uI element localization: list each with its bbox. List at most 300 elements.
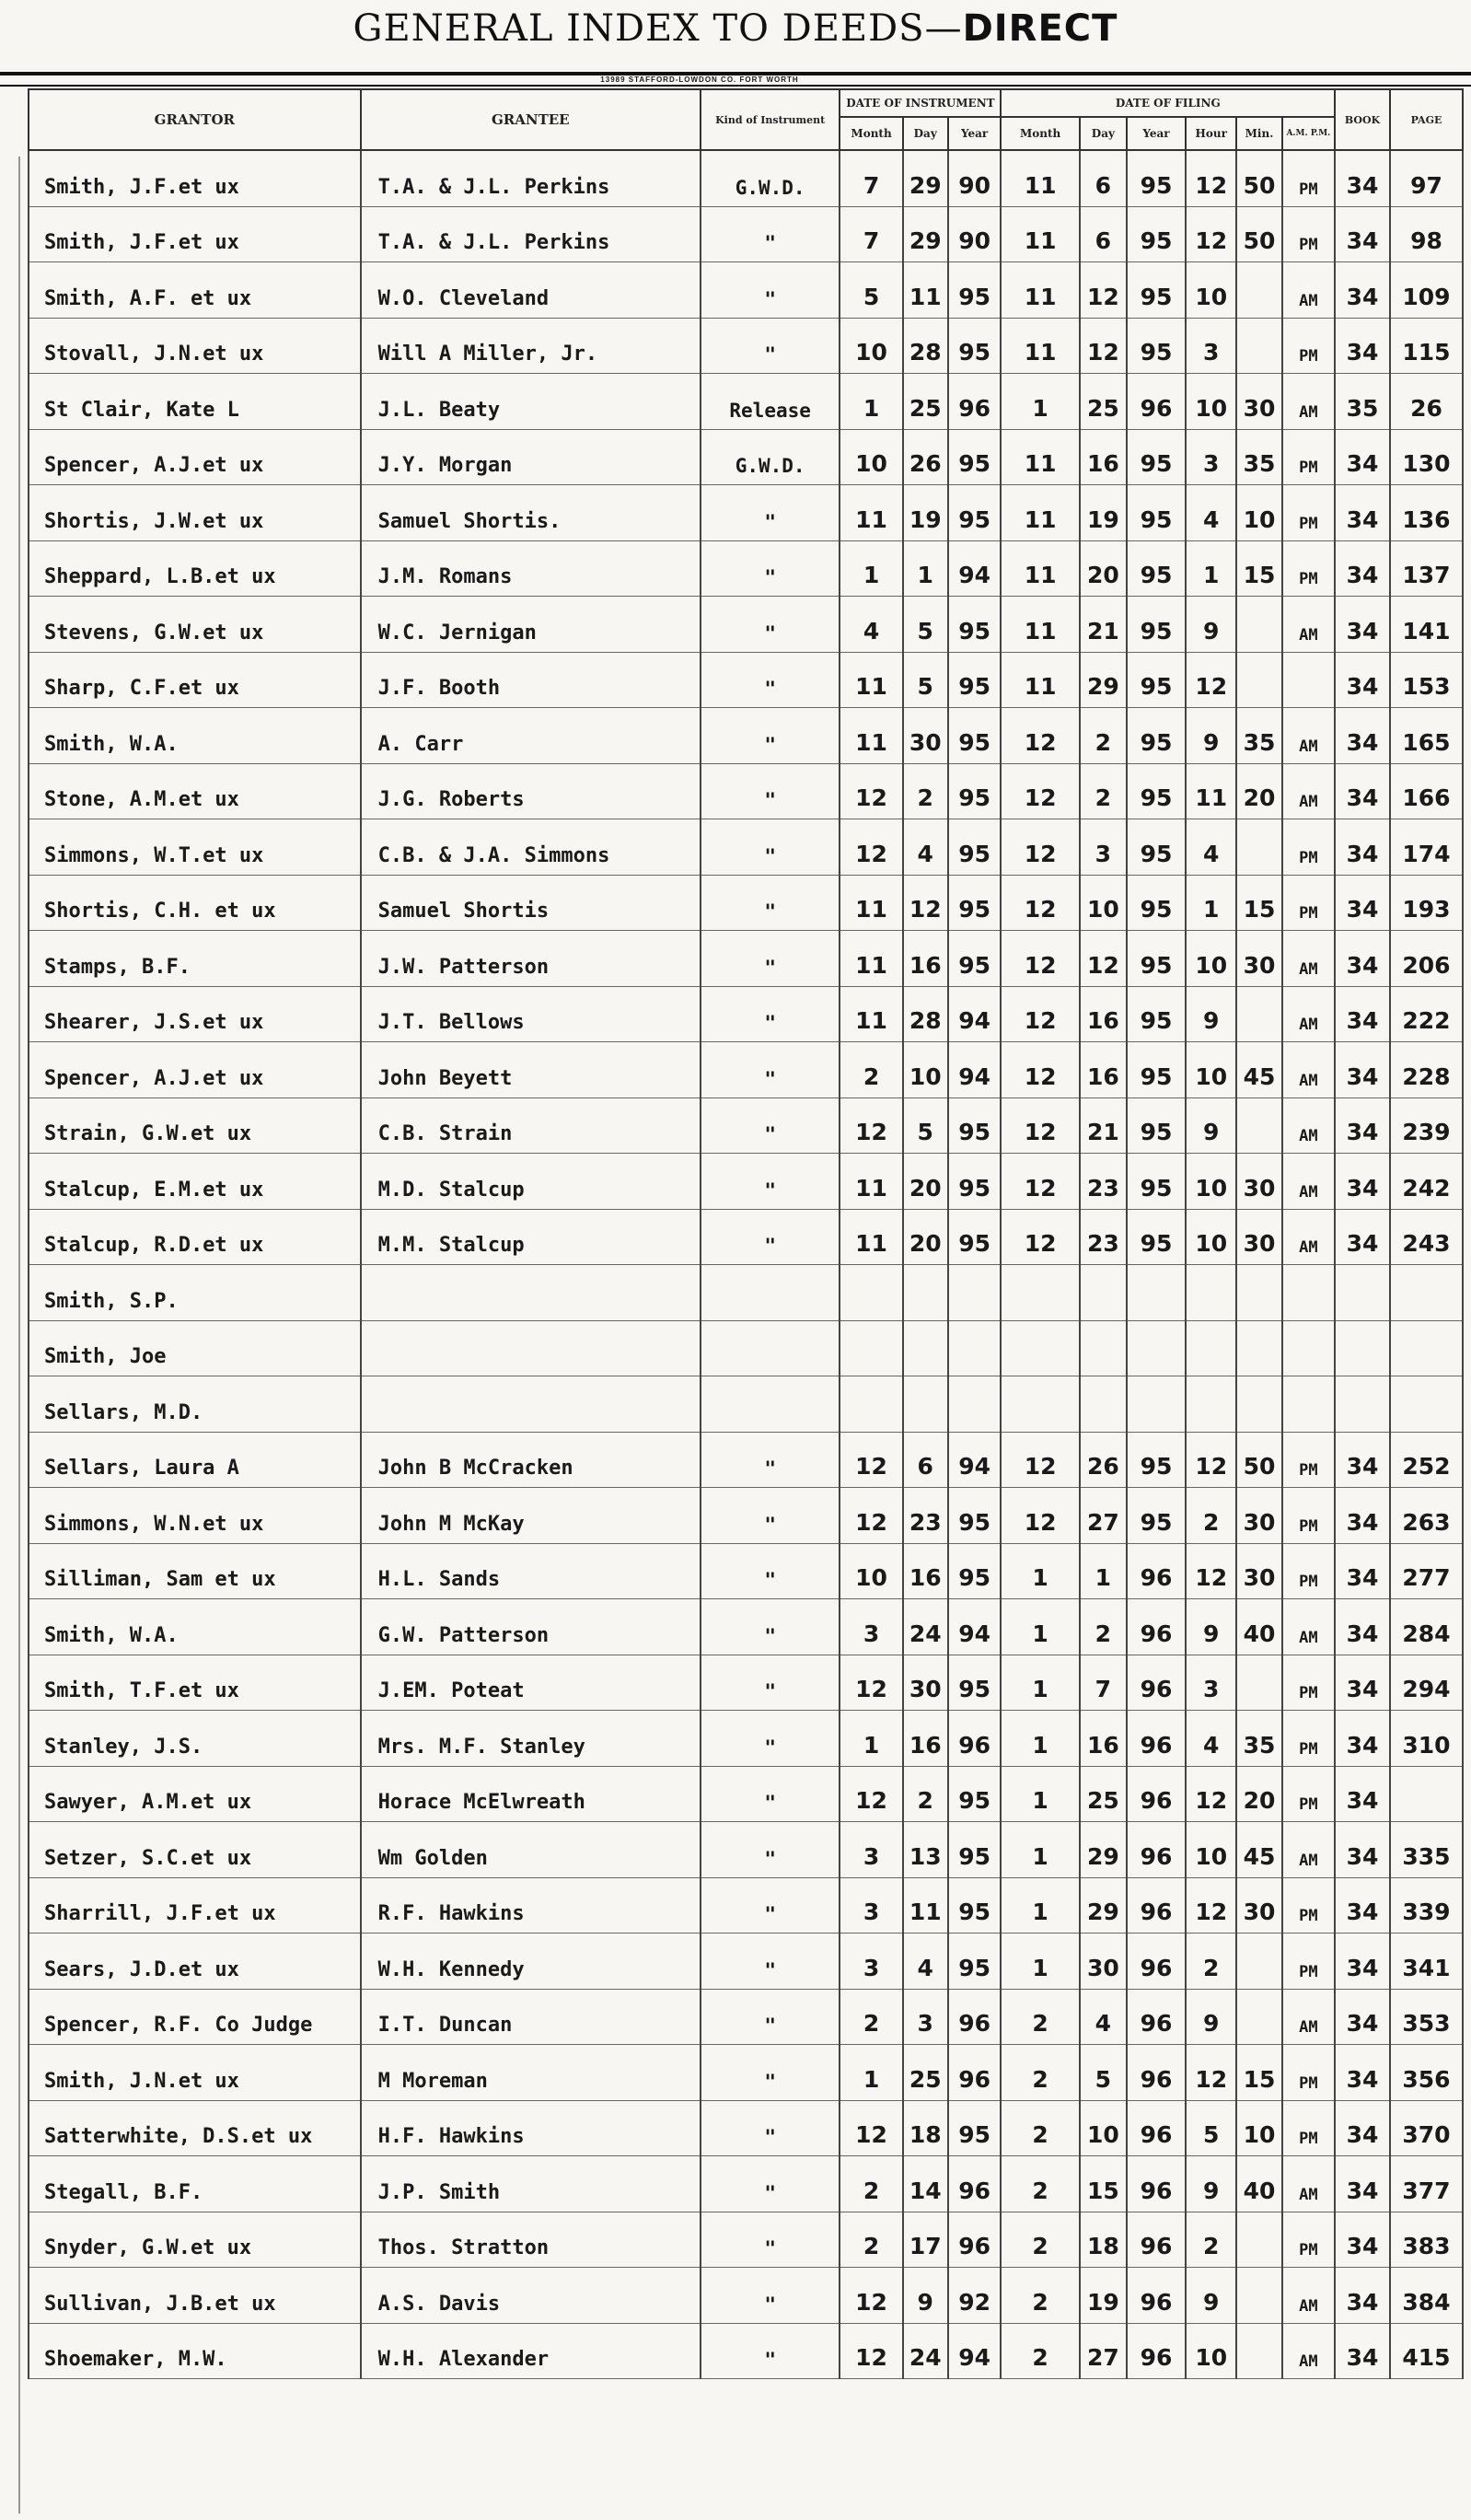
page-cell-text [1391,1313,1462,1320]
inst-month-cell [840,1488,902,1544]
inst-month-cell [840,1042,902,1098]
file-month-cell-text: 2 [1032,2010,1048,2037]
book-cell-text: 34 [1346,2010,1379,2037]
file-year-cell [1127,2100,1186,2156]
header-grantor: GRANTOR [29,89,361,150]
table-row [29,1543,1463,1599]
book-cell [1335,1488,1390,1544]
grantee-cell-text: J.Y. Morgan [377,454,513,477]
file-month-cell [1001,931,1079,987]
file-month-cell-text: 2 [1032,2121,1048,2148]
page-cell [1390,931,1463,987]
inst-year-cell-text: 92 [958,2288,990,2316]
file-day-cell [1080,2100,1127,2156]
inst-month-cell [840,1154,902,1210]
file-month-cell-text: 1 [1032,1842,1048,1870]
hour-cell-text: 12 [1195,171,1228,199]
inst-day-cell-text: 28 [909,339,942,366]
page-cell [1390,1711,1463,1767]
grantor-cell-text: Smith, S.P. [44,1289,179,1313]
file-year-cell-text [1128,1424,1185,1432]
ampm-cell-text: PM [1299,2130,1318,2148]
inst-year-cell-text: 95 [958,896,990,923]
grantor-cell [29,485,361,541]
inst-year-cell [948,2156,1002,2212]
file-month-cell-text: 12 [1024,784,1057,811]
hour-cell-text: 5 [1203,2121,1220,2148]
hour-cell [1186,2100,1236,2156]
grantor-cell-text: Satterwhite, D.S.et ux [44,2125,313,2148]
table-row [29,763,1463,819]
table-row [29,1934,1463,1990]
inst-year-cell-text: 95 [958,1842,990,1870]
inst-month-cell-text: 12 [855,1787,887,1814]
inst-month-cell [840,1655,902,1711]
grantee-cell-text: A. Carr [377,732,464,756]
kind-cell [701,150,840,206]
hour-cell-text: 9 [1203,2177,1220,2204]
hour-cell-text: 3 [1203,1676,1220,1702]
min-cell-text: 30 [1243,1899,1276,1925]
hour-cell-text: 4 [1203,1731,1220,1759]
kind-cell [701,2323,840,2379]
page-cell-text: 384 [1402,2288,1451,2316]
book-cell [1335,1711,1390,1767]
kind-cell-text: " [764,1123,776,1145]
page-cell [1390,1989,1463,2045]
min-cell [1236,2212,1281,2268]
file-year-cell-text: 95 [1140,1230,1173,1257]
inst-year-cell-text: 96 [958,2233,990,2259]
hour-cell [1186,1599,1236,1655]
ampm-cell-text: PM [1299,1795,1318,1814]
file-day-cell [1080,819,1127,876]
hour-cell-text [1187,1424,1235,1432]
min-cell-text: 30 [1243,1174,1276,1202]
file-day-cell-text: 7 [1095,1676,1112,1702]
kind-cell [701,2100,840,2156]
ampm-cell-text: PM [1299,1739,1318,1759]
file-day-cell-text: 26 [1086,1453,1119,1480]
inst-year-cell-text: 95 [958,2121,990,2148]
file-day-cell [1080,150,1127,206]
inst-year-cell [948,875,1002,931]
file-month-cell [1001,1154,1079,1210]
file-month-cell-text: 11 [1024,450,1057,477]
ampm-cell-text: AM [1299,1238,1318,1257]
table-row [29,1877,1463,1934]
page-cell [1390,1154,1463,1210]
grantor-cell-text: Sears, J.D.et ux [44,1957,239,1981]
kind-cell [701,318,840,374]
min-cell [1236,1432,1281,1488]
grantee-cell [361,1320,701,1376]
book-cell-text: 34 [1346,1954,1379,1981]
min-cell [1236,1042,1281,1098]
inst-year-cell-text: 90 [958,171,990,199]
ampm-cell-text: PM [1299,1907,1318,1925]
file-day-cell-text: 12 [1086,339,1119,366]
grantor-cell-text: Spencer, A.J.et ux [44,454,264,477]
grantee-cell-text: W.C. Jernigan [377,621,537,645]
page-cell-text: 228 [1402,1063,1451,1090]
grantee-cell-text: J.G. Roberts [377,788,525,811]
inst-year-cell-text: 94 [958,2344,990,2371]
book-cell-text: 34 [1346,1453,1379,1480]
kind-cell-text: " [764,510,776,533]
inst-month-cell [840,1209,902,1265]
hour-cell [1186,1711,1236,1767]
kind-cell [701,1432,840,1488]
inst-year-cell [948,1209,1002,1265]
page-cell-text: 109 [1402,283,1451,310]
page-cell-text: 353 [1402,2010,1451,2037]
file-day-cell-text: 15 [1086,2177,1119,2204]
file-year-cell [1127,2045,1186,2101]
file-day-cell-text: 3 [1095,840,1112,867]
hour-cell-text: 10 [1195,394,1228,422]
page-cell-text: 284 [1402,1620,1451,1647]
grantor-cell-text: Stovall, J.N.et ux [44,343,264,366]
book-cell [1335,150,1390,206]
ampm-cell-text: PM [1299,570,1318,588]
file-month-cell-text: 2 [1032,2065,1048,2093]
file-year-cell [1127,1488,1186,1544]
file-year-cell-text: 95 [1140,505,1173,533]
grantee-cell-text: J.T. Bellows [377,1011,525,1034]
file-year-cell-text: 95 [1140,562,1173,588]
file-year-cell [1127,1042,1186,1098]
file-day-cell-text: 16 [1086,1007,1119,1034]
inst-month-cell-text: 12 [855,840,887,867]
page-cell [1390,1432,1463,1488]
header-inst-day: Day [903,117,948,150]
ampm-cell [1282,1655,1336,1711]
book-cell-text: 34 [1346,2344,1379,2371]
file-year-cell [1127,1097,1186,1154]
file-month-cell-text: 12 [1024,1453,1057,1480]
inst-month-cell [840,374,902,430]
inst-year-cell-text: 95 [958,505,990,533]
grantee-cell [361,1042,701,1098]
inst-year-cell-text: 95 [958,1564,990,1591]
kind-cell-text: " [764,232,776,254]
grantor-cell-text: Smith, J.N.et ux [44,2069,239,2093]
file-month-cell [1001,1655,1079,1711]
file-year-cell-text: 95 [1140,339,1173,366]
page-cell-text: 310 [1402,1731,1451,1759]
min-cell [1236,1711,1281,1767]
page-cell-text: 97 [1410,171,1442,199]
ampm-cell [1282,1822,1336,1878]
file-year-cell-text: 95 [1140,1453,1173,1480]
ampm-cell [1282,708,1336,764]
grantee-cell-text: J.EM. Poteat [377,1679,525,1702]
file-day-cell [1080,374,1127,430]
margin-line [18,157,20,2514]
printer-imprint: 13989 STAFFORD-LOWDON CO. FORT WORTH [600,75,799,84]
grantee-cell-text: C.B. Strain [377,1122,513,1145]
file-year-cell-text: 95 [1140,450,1173,477]
grantor-cell [29,1209,361,1265]
inst-day-cell [903,374,948,430]
page-title [0,7,1471,50]
book-cell [1335,262,1390,319]
page-cell [1390,1097,1463,1154]
inst-day-cell-text: 25 [909,394,942,422]
book-cell-text: 34 [1346,1676,1379,1702]
inst-month-cell [840,2156,902,2212]
file-year-cell [1127,1432,1186,1488]
book-cell [1335,1934,1390,1990]
inst-day-cell [903,1097,948,1154]
book-cell [1335,1376,1390,1433]
ampm-cell-text: PM [1299,904,1318,923]
file-day-cell-text: 21 [1086,1119,1119,1145]
grantee-cell [361,1209,701,1265]
kind-cell [701,1877,840,1934]
hour-cell-text: 10 [1195,2344,1228,2371]
inst-day-cell-text: 3 [917,2010,933,2037]
file-year-cell [1127,429,1186,485]
file-year-cell-text: 95 [1140,227,1173,254]
inst-month-cell [840,1822,902,1878]
kind-cell [701,2212,840,2268]
kind-cell-text: " [764,1235,776,1257]
file-day-cell-text: 21 [1086,617,1119,645]
file-day-cell-text: 19 [1086,505,1119,533]
grantee-cell [361,1822,701,1878]
file-day-cell [1080,2323,1127,2379]
file-day-cell [1080,763,1127,819]
book-cell-text: 34 [1346,784,1379,811]
inst-year-cell [948,1042,1002,1098]
hour-cell-text: 10 [1195,1842,1228,1870]
ampm-cell-text: PM [1299,1962,1318,1981]
table-row [29,2045,1463,2101]
grantor-cell [29,1488,361,1544]
min-cell [1236,2323,1281,2379]
inst-day-cell [903,1320,948,1376]
table-row [29,652,1463,708]
hour-cell-text: 9 [1203,617,1220,645]
inst-month-cell-text: 12 [855,1119,887,1145]
ampm-cell [1282,1154,1336,1210]
file-month-cell-text: 1 [1032,1731,1048,1759]
inst-month-cell [840,1934,902,1990]
hour-cell [1186,1320,1236,1376]
inst-year-cell-text: 95 [958,784,990,811]
book-cell-text: 34 [1346,1842,1379,1870]
kind-cell [701,875,840,931]
page-cell [1390,1042,1463,1098]
page-cell-text: 339 [1402,1899,1451,1925]
min-cell-text [1237,1424,1280,1432]
min-cell-text [1237,2316,1280,2323]
file-month-cell-text [1002,1368,1078,1376]
header-grantee: GRANTEE [361,89,701,150]
inst-month-cell-text: 7 [863,171,880,199]
inst-day-cell [903,2100,948,2156]
inst-month-cell [840,1989,902,2045]
file-day-cell-text: 30 [1086,1954,1119,1981]
file-day-cell [1080,1154,1127,1210]
kind-cell [701,931,840,987]
inst-month-cell [840,318,902,374]
ampm-cell-text: AM [1299,2352,1318,2371]
book-cell-text: 34 [1346,951,1379,979]
inst-day-cell-text [904,1313,947,1320]
grantee-cell-text [378,1313,700,1320]
kind-cell-text: " [764,1736,776,1759]
book-cell [1335,931,1390,987]
file-month-cell-text: 12 [1024,951,1057,979]
ampm-cell [1282,374,1336,430]
inst-year-cell-text: 95 [958,1787,990,1814]
header-page: PAGE [1390,89,1463,150]
file-day-cell [1080,1042,1127,1098]
inst-year-cell [948,1989,1002,2045]
hour-cell-text: 3 [1203,450,1220,477]
file-day-cell [1080,1432,1127,1488]
min-cell-text [1237,1702,1280,1710]
hour-cell-text: 9 [1203,728,1220,756]
hour-cell [1186,1209,1236,1265]
ampm-cell [1282,262,1336,319]
kind-cell-text: G.W.D. [735,455,805,477]
hour-cell [1186,2156,1236,2212]
inst-year-cell [948,1711,1002,1767]
inst-year-cell [948,485,1002,541]
hour-cell [1186,652,1236,708]
page-cell-text: 206 [1402,951,1451,979]
grantor-cell [29,1877,361,1934]
inst-year-cell [948,262,1002,319]
page-cell-text: 174 [1402,840,1451,867]
page-cell [1390,2045,1463,2101]
ampm-cell [1282,986,1336,1042]
grantee-cell-text: C.B. & J.A. Simmons [377,843,610,867]
file-day-cell [1080,1989,1127,2045]
file-day-cell [1080,318,1127,374]
book-cell-text: 34 [1346,1564,1379,1591]
inst-month-cell-text [840,1313,901,1320]
inst-year-cell [948,931,1002,987]
file-day-cell-text: 29 [1086,1899,1119,1925]
inst-year-cell [948,1320,1002,1376]
min-cell-text: 40 [1243,2177,1276,2204]
kind-cell [701,1766,840,1822]
file-day-cell-text: 16 [1086,1063,1119,1090]
inst-month-cell [840,2212,902,2268]
grantee-cell-text: M.D. Stalcup [377,1178,525,1202]
page-cell-text: 153 [1402,673,1451,700]
ampm-cell-text: AM [1299,291,1318,310]
hour-cell-text: 10 [1195,951,1228,979]
book-cell [1335,1042,1390,1098]
inst-year-cell-text: 95 [958,450,990,477]
hour-cell-text: 2 [1203,1508,1220,1536]
inst-month-cell [840,429,902,485]
inst-month-cell-text: 3 [863,1620,880,1647]
book-cell [1335,206,1390,262]
grantor-cell-text: Simmons, W.N.et ux [44,1512,264,1536]
inst-month-cell [840,986,902,1042]
file-day-cell [1080,931,1127,987]
table-row [29,2100,1463,2156]
inst-day-cell-text: 12 [909,896,942,923]
grantor-cell [29,262,361,319]
grantor-cell-text: Shearer, J.S.et ux [44,1011,264,1034]
hour-cell [1186,1154,1236,1210]
grantee-cell [361,1934,701,1990]
file-month-cell [1001,1599,1079,1655]
inst-year-cell-text: 94 [958,1453,990,1480]
file-month-cell-text: 12 [1024,840,1057,867]
grantor-cell [29,2156,361,2212]
file-year-cell [1127,2212,1186,2268]
page-cell [1390,1655,1463,1711]
hour-cell-text: 12 [1195,1787,1228,1814]
book-cell-text: 34 [1346,227,1379,254]
book-cell-text: 34 [1346,1620,1379,1647]
kind-cell-text: " [764,2293,776,2316]
file-month-cell-text: 1 [1032,1620,1048,1647]
inst-year-cell [948,1488,1002,1544]
file-month-cell [1001,1209,1079,1265]
file-year-cell-text: 96 [1140,394,1173,422]
file-month-cell [1001,2045,1079,2101]
table-row [29,429,1463,485]
inst-month-cell [840,1097,902,1154]
file-day-cell [1080,875,1127,931]
kind-cell [701,1320,840,1376]
table-row [29,2212,1463,2268]
kind-cell-text: " [764,2181,776,2204]
table-row [29,708,1463,764]
inst-year-cell-text: 94 [958,1007,990,1034]
min-cell-text: 30 [1243,1230,1276,1257]
inst-month-cell-text: 10 [855,450,887,477]
hour-cell [1186,318,1236,374]
page-cell [1390,819,1463,876]
grantor-cell [29,597,361,653]
page-cell-text: 98 [1410,227,1442,254]
kind-cell [701,1711,840,1767]
min-cell-text [1237,867,1280,875]
inst-day-cell [903,2156,948,2212]
inst-day-cell [903,986,948,1042]
min-cell [1236,819,1281,876]
inst-year-cell [948,763,1002,819]
inst-day-cell-text: 6 [917,1453,933,1480]
file-month-cell-text: 1 [1032,1899,1048,1925]
min-cell-text [1237,1368,1280,1376]
grantee-cell [361,1989,701,2045]
book-cell-text: 34 [1346,339,1379,366]
inst-day-cell [903,1822,948,1878]
kind-cell [701,652,840,708]
grantor-cell-text: Strain, G.W.et ux [44,1122,252,1145]
book-cell-text: 34 [1346,2065,1379,2093]
table-row [29,1320,1463,1376]
page-cell [1390,2212,1463,2268]
book-cell [1335,1822,1390,1878]
file-year-cell [1127,318,1186,374]
inst-month-cell [840,931,902,987]
inst-year-cell [948,2100,1002,2156]
file-month-cell [1001,374,1079,430]
